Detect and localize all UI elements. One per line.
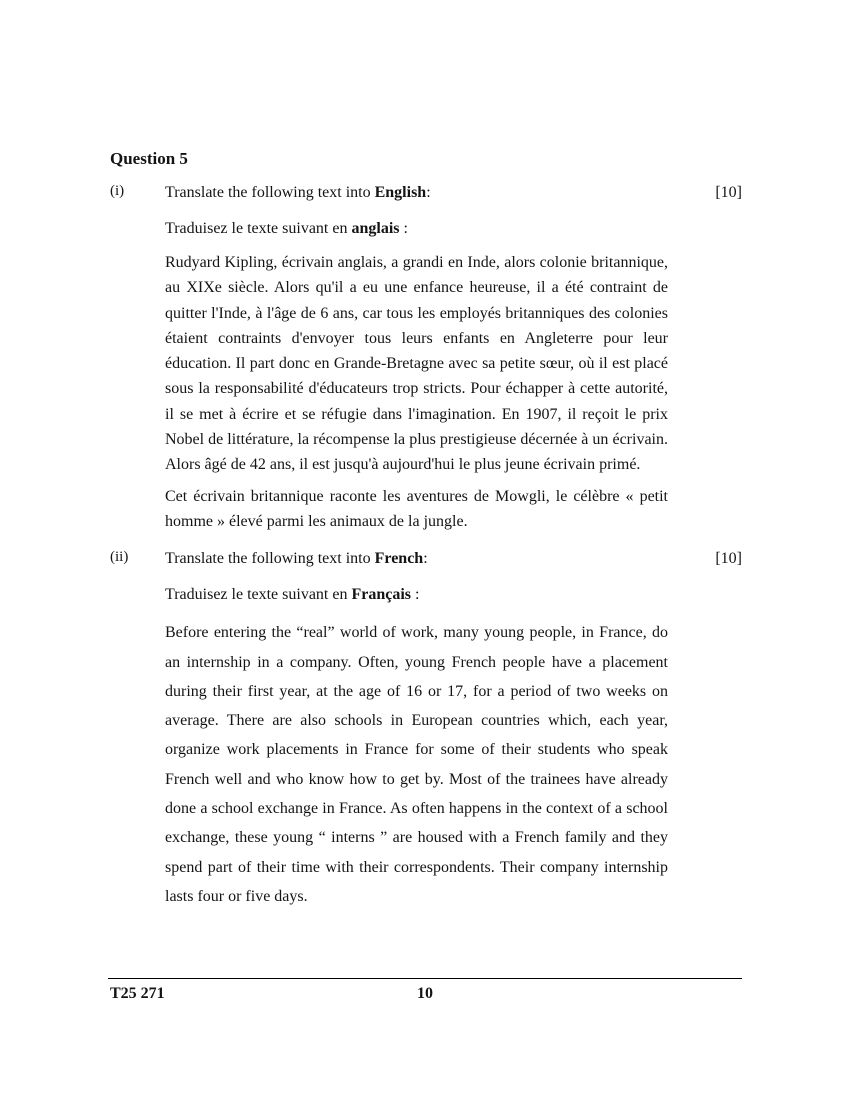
page-number: 10: [417, 985, 433, 1002]
translate-prompt-french-version: [165, 584, 668, 606]
source-text-paragraph: Before entering the “real” world of work, many young people, in France, do an internship in a company. Often, young French people have a placement during their first year, at the age of 16 or 17, for a period of two weeks on average. There are also schools in European countries which, each year, organize work placements in France for some of their students who speak French well and who know how to get by. Most of the trainees have already done a school exchange in France. As often happens in the context of a school exchange, these young “ interns ” are housed with a French family and they spend part of their time with their correspondents. Their company internship lasts four or five days.: [165, 624, 668, 905]
prompt-fr-language: Français: [351, 586, 412, 604]
translate-prompt-english: [165, 548, 668, 570]
item-body: [165, 182, 668, 534]
prompt-suffix: :: [423, 550, 428, 568]
question-title: Question 5: [110, 149, 188, 168]
prompt-suffix: :: [426, 184, 431, 201]
item-label: (i): [110, 183, 125, 199]
prompt-fr-suffix: :: [399, 220, 408, 237]
marks-badge: [10]: [715, 550, 742, 568]
translate-prompt-english: [165, 182, 668, 204]
paper-code: T25 271: [110, 985, 165, 1002]
question-item-i: [110, 182, 742, 534]
prompt-prefix: Translate the following text into: [165, 184, 375, 201]
marks-badge: [10]: [715, 184, 742, 201]
page-content: [110, 148, 742, 917]
page-footer: [108, 978, 742, 1009]
source-text-paragraph: Rudyard Kipling, écrivain anglais, a grandi en Inde, alors colonie britannique, au XIXe siècle. Alors qu'il a eu une enfance heureuse, il a été contraint de quitter l'Inde, à l'âge de 6 ans, car tous les employés britanniques des colonies étaient contraints d'envoyer tous leurs enfants en Angleterre pour leur éducation. Il part donc en Grande-Bretagne avec sa petite sœur, où il est placé sous la responsabilité d'éducateurs trop stricts. Pour échapper à cette autorité, il se met à écrire et se réfugie dans l'imagination. En 1907, il reçoit le prix Nobel de littérature, la récompense la plus prestigieuse décernée à un écrivain. Alors âgé de 42 ans, il est jusqu'à aujourd'hui le plus jeune écrivain primé.: [165, 254, 668, 474]
item-label: (ii): [110, 549, 129, 566]
prompt-fr-prefix: Traduisez le texte suivant en: [165, 220, 352, 237]
prompt-language: French: [374, 550, 424, 568]
prompt-fr-language: anglais: [351, 220, 400, 237]
prompt-prefix: Translate the following text into: [165, 550, 375, 568]
question-item-ii: [110, 548, 742, 911]
translate-prompt-french-version: [165, 218, 668, 240]
item-body: [165, 548, 668, 911]
prompt-fr-prefix: Traduisez le texte suivant en: [165, 586, 352, 604]
source-text-paragraph: Cet écrivain britannique raconte les aventures de Mowgli, le célèbre « petit homme » élevé parmi les animaux de la jungle.: [165, 487, 668, 530]
prompt-fr-suffix: :: [411, 586, 420, 604]
prompt-language: English: [374, 184, 427, 201]
